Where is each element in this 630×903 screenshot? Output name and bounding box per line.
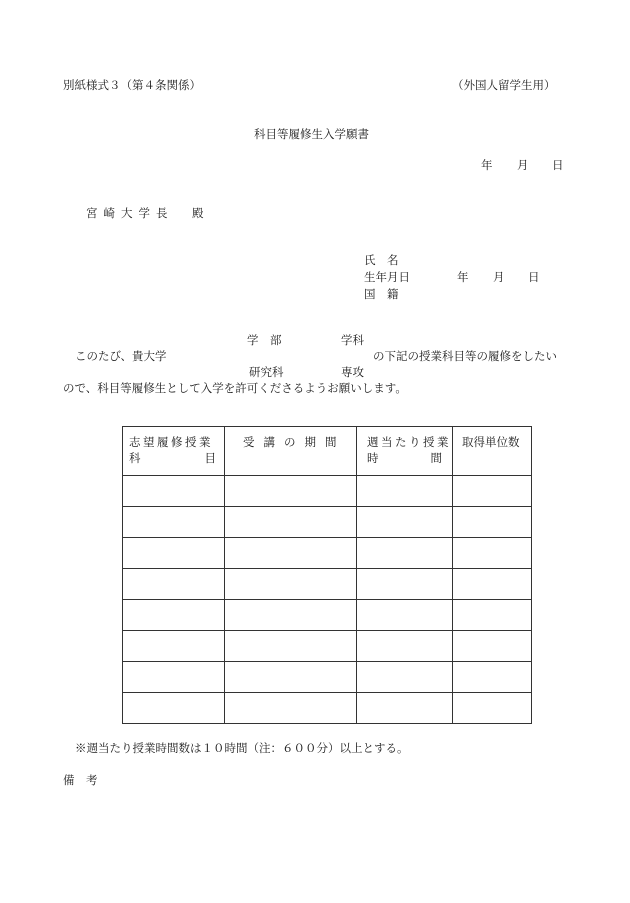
col-header-course-line2a: 科 xyxy=(129,451,141,465)
table-cell[interactable] xyxy=(357,631,453,662)
table-cell[interactable] xyxy=(357,693,453,724)
table-cell[interactable] xyxy=(357,600,453,631)
table-cell[interactable] xyxy=(123,538,225,569)
course-application-table xyxy=(122,426,532,724)
table-cell[interactable] xyxy=(225,600,357,631)
applicant-birthdate-label: 生年月日 xyxy=(364,270,410,284)
col-header-period xyxy=(225,427,357,476)
date-month-label: 月 xyxy=(517,158,529,172)
table-cell[interactable] xyxy=(453,538,532,569)
col-header-weekly-hours xyxy=(357,427,453,476)
major-label: 専攻 xyxy=(341,365,364,379)
table-cell[interactable] xyxy=(357,662,453,693)
closing-text: ので、科目等履修生として入学を許可くださるようお願いします。 xyxy=(63,381,407,395)
table-cell[interactable] xyxy=(123,631,225,662)
table-cell[interactable] xyxy=(123,507,225,538)
col-header-course xyxy=(123,427,225,476)
addressee-name: 宮崎大学長 xyxy=(86,206,174,220)
table-cell[interactable] xyxy=(225,538,357,569)
applicant-nationality-label: 国 籍 xyxy=(364,287,399,301)
table-cell[interactable] xyxy=(357,538,453,569)
table-cell[interactable] xyxy=(123,476,225,507)
table-cell[interactable] xyxy=(453,693,532,724)
table-cell[interactable] xyxy=(123,662,225,693)
table-cell[interactable] xyxy=(453,662,532,693)
date-year-label: 年 xyxy=(481,158,493,172)
table-row xyxy=(123,569,532,600)
birth-day-label: 日 xyxy=(528,270,540,284)
table-cell[interactable] xyxy=(357,569,453,600)
col-header-course-line2b: 目 xyxy=(204,451,216,465)
table-cell[interactable] xyxy=(357,507,453,538)
table-cell[interactable] xyxy=(225,662,357,693)
table-row xyxy=(123,507,532,538)
table-cell[interactable] xyxy=(453,507,532,538)
table-cell[interactable] xyxy=(453,476,532,507)
col-header-weekly-hours-line2a: 時 xyxy=(367,451,379,465)
table-row xyxy=(123,631,532,662)
col-header-weekly-hours-line1: 週当たり授業 xyxy=(367,435,451,449)
table-cell[interactable] xyxy=(123,600,225,631)
department-label: 学科 xyxy=(341,333,364,347)
weekly-hours-note: ※週当たり授業時間数は１０時間（注：６００分）以上とする。 xyxy=(75,741,409,755)
col-header-credits-label: 取得単位数 xyxy=(462,435,520,449)
table-cell[interactable] xyxy=(453,600,532,631)
col-header-period-label: 受講の期間 xyxy=(243,435,346,449)
graduate-school-label: 研究科 xyxy=(249,365,284,379)
table-row xyxy=(123,662,532,693)
table-row xyxy=(123,600,532,631)
col-header-course-line1: 志望履修授業 xyxy=(129,435,213,449)
birth-month-label: 月 xyxy=(493,270,505,284)
table-row xyxy=(123,538,532,569)
continuation-text: の下記の授業科目等の履修をしたい xyxy=(373,349,557,363)
table-cell[interactable] xyxy=(225,631,357,662)
table-row xyxy=(123,476,532,507)
page-title: 科目等履修生入学願書 xyxy=(254,127,369,141)
col-header-credits xyxy=(453,427,532,476)
table-header-row xyxy=(123,427,532,476)
table-cell[interactable] xyxy=(123,693,225,724)
remarks-label: 備 考 xyxy=(63,773,98,787)
table-cell[interactable] xyxy=(123,569,225,600)
table-cell[interactable] xyxy=(225,693,357,724)
intro-text: このたび、貴大学 xyxy=(75,349,167,363)
faculty-label: 学 部 xyxy=(247,333,282,347)
table-cell[interactable] xyxy=(357,476,453,507)
col-header-weekly-hours-line2b: 間 xyxy=(430,451,442,465)
form-type: （外国人留学生用） xyxy=(452,78,556,92)
table-cell[interactable] xyxy=(225,507,357,538)
table-cell[interactable] xyxy=(453,631,532,662)
table-row xyxy=(123,693,532,724)
table-cell[interactable] xyxy=(225,569,357,600)
applicant-name-label: 氏 名 xyxy=(364,253,399,267)
table-cell[interactable] xyxy=(225,476,357,507)
form-number: 別紙様式３（第４条関係） xyxy=(63,78,201,92)
addressee-honorific: 殿 xyxy=(192,206,204,220)
birth-year-label: 年 xyxy=(457,270,469,284)
table-cell[interactable] xyxy=(453,569,532,600)
date-day-label: 日 xyxy=(552,158,564,172)
